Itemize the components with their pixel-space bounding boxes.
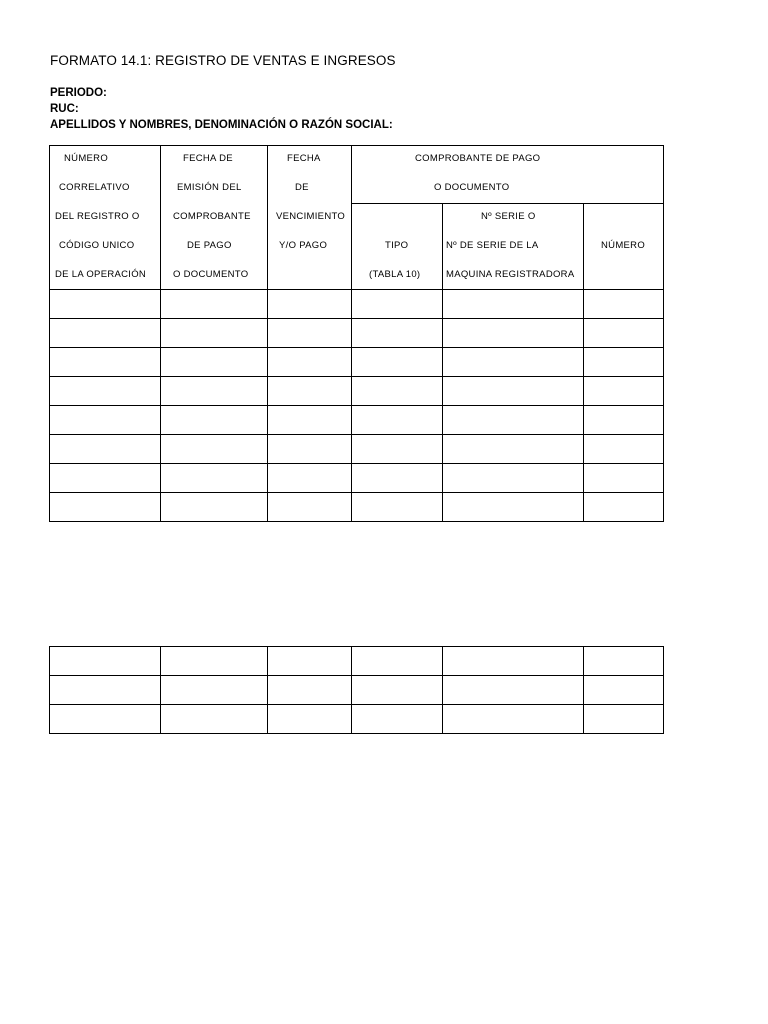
table-row [50, 647, 664, 676]
table-cell [584, 647, 664, 676]
table-cell [50, 406, 161, 435]
header-serie [443, 204, 584, 290]
header-line: Nº SERIE O [481, 211, 536, 222]
table-cell [352, 676, 443, 705]
table-cell [584, 319, 664, 348]
table-cell [443, 377, 584, 406]
header-line: Nº DE SERIE DE LA [446, 240, 539, 251]
table-row [50, 493, 664, 522]
ruc-label: RUC: [50, 103, 79, 115]
table-cell [161, 647, 268, 676]
table-cell [584, 676, 664, 705]
header-fecha-emision [161, 146, 268, 290]
table-row [50, 464, 664, 493]
table-row [50, 406, 664, 435]
header-line: NÚMERO [601, 240, 646, 251]
header-line: MAQUINA REGISTRADORA [446, 269, 575, 280]
periodo-label: PERIODO: [50, 87, 107, 99]
header-line: EMISIÓN DEL [177, 182, 242, 193]
table-cell [161, 406, 268, 435]
table-row [50, 290, 664, 319]
table-cell [443, 290, 584, 319]
header-line: COMPROBANTE DE PAGO [415, 153, 541, 164]
table-cell [161, 676, 268, 705]
table-cell [584, 290, 664, 319]
table-cell [268, 647, 352, 676]
table-cell [161, 464, 268, 493]
table-cell [268, 290, 352, 319]
table-cell [161, 319, 268, 348]
table-cell [352, 377, 443, 406]
table-cell [443, 435, 584, 464]
header-line: COMPROBANTE [173, 211, 251, 222]
table-cell [352, 705, 443, 734]
header-line: DE [295, 182, 309, 193]
continuation-table [49, 646, 664, 734]
table-cell [352, 647, 443, 676]
table-cell [443, 406, 584, 435]
table-cell [161, 435, 268, 464]
header-line: CORRELATIVO [59, 182, 130, 193]
table-cell [268, 406, 352, 435]
header-line: FECHA DE [183, 153, 233, 164]
table-cell [50, 493, 161, 522]
table-cell [268, 377, 352, 406]
table-cell [50, 319, 161, 348]
header-line: Y/O PAGO [279, 240, 328, 251]
header-line: NÚMERO [64, 153, 109, 164]
header-tipo [352, 204, 443, 290]
header-comprobante-group [352, 146, 664, 204]
table-cell [352, 348, 443, 377]
table-cell [443, 348, 584, 377]
table-cell [443, 676, 584, 705]
header-line: O DOCUMENTO [173, 269, 249, 280]
table-cell [50, 676, 161, 705]
table-cell [352, 290, 443, 319]
table-row [50, 676, 664, 705]
table-cell [161, 377, 268, 406]
header-line: CÓDIGO UNICO [59, 240, 135, 251]
table-cell [50, 464, 161, 493]
table-cell [161, 290, 268, 319]
table-cell [443, 319, 584, 348]
table-cell [443, 493, 584, 522]
header-line: O DOCUMENTO [434, 182, 510, 193]
table-cell [161, 348, 268, 377]
header-line: VENCIMIENTO [276, 211, 346, 222]
table-cell [268, 705, 352, 734]
table-cell [443, 464, 584, 493]
table-cell [584, 705, 664, 734]
table-cell [268, 676, 352, 705]
table-cell [268, 435, 352, 464]
table-cell [352, 493, 443, 522]
table-cell [50, 435, 161, 464]
table-cell [50, 647, 161, 676]
table-cell [584, 377, 664, 406]
header-line: DE LA OPERACIÓN [55, 269, 147, 280]
razon-social-label: APELLIDOS Y NOMBRES, DENOMINACIÓN O RAZÓN SOCIAL: [50, 119, 393, 131]
table-cell [268, 493, 352, 522]
table-row [50, 377, 664, 406]
table-cell [161, 705, 268, 734]
table-row [50, 705, 664, 734]
table-cell [268, 348, 352, 377]
table-cell [50, 348, 161, 377]
table-cell [584, 464, 664, 493]
table-cell [443, 705, 584, 734]
table-cell [268, 464, 352, 493]
sales-register-table [49, 145, 664, 522]
table-cell [584, 493, 664, 522]
table-cell [50, 705, 161, 734]
header-line: TIPO [385, 240, 409, 251]
table-cell [268, 319, 352, 348]
table-cell [584, 348, 664, 377]
header-numero-correlativo [50, 146, 161, 290]
table-cell [161, 493, 268, 522]
table-row [50, 319, 664, 348]
header-line: DE PAGO [187, 240, 232, 251]
table-cell [352, 319, 443, 348]
document-title: FORMATO 14.1: REGISTRO DE VENTAS E INGRESOS [50, 53, 396, 68]
table-cell [50, 377, 161, 406]
table-row [50, 435, 664, 464]
header-fecha-vencimiento [268, 146, 352, 290]
table-cell [584, 406, 664, 435]
table-cell [443, 647, 584, 676]
table-row [50, 348, 664, 377]
header-line: FECHA [287, 153, 321, 164]
header-numero [584, 204, 664, 290]
table-cell [584, 435, 664, 464]
table-cell [352, 435, 443, 464]
table-cell [352, 406, 443, 435]
header-line: (TABLA 10) [369, 269, 421, 280]
header-line: DEL REGISTRO O [55, 211, 140, 222]
table-cell [352, 464, 443, 493]
table-cell [50, 290, 161, 319]
